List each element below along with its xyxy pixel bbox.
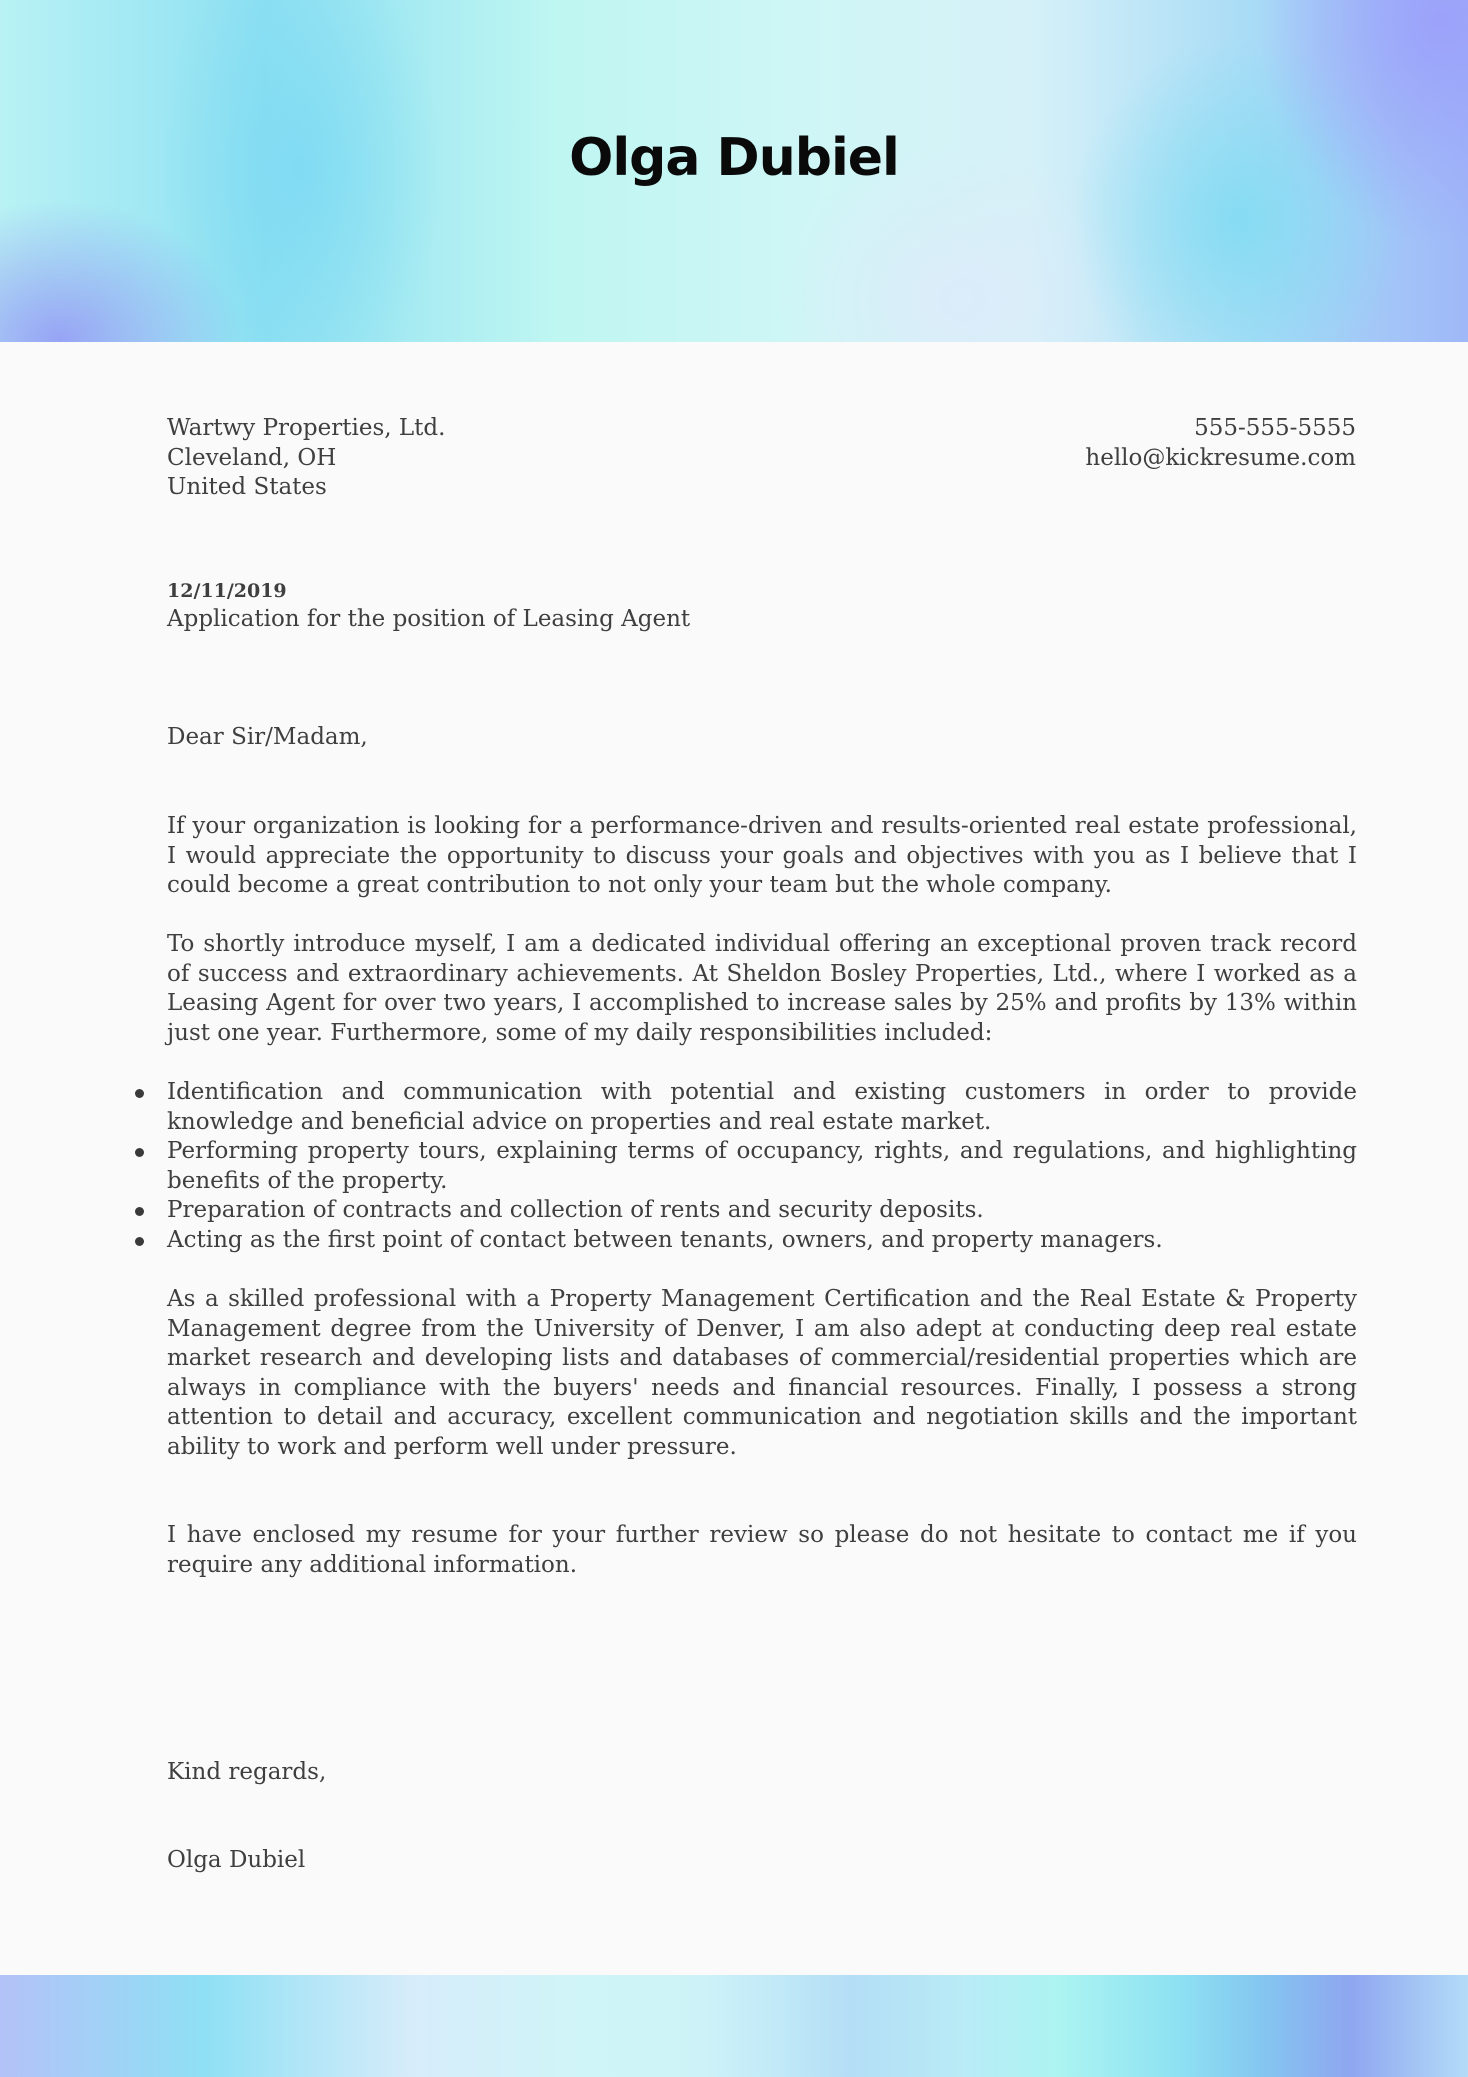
paragraph-qualifications: As a skilled professional with a Property Management Certification and the Real Estate & Property Management degree from the University of Denver, I am also adept at conducting deep real estate market research and developing lists and databases of commercial/residential properties which are always in compliance with the buyers' needs and financial resources. Finally, I possess a strong attention to detail and accuracy, excellent communication and negotiation skills and the important ability to work and perform well under pressure. [167,1286,1357,1460]
list-item [167,1078,1357,1137]
bullet-icon [135,1237,144,1246]
paragraph-experience: To shortly introduce myself, I am a dedicated individual offering an exceptional proven track record of success and extraordinary achievements. At Sheldon Bosley Properties, Ltd., where I worked as a Leasing Agent for over two years, I accomplished to increase sales by 25% and profits by 13% within just one year. Furthermore, some of my daily responsibilities included: [167,931,1357,1046]
list-item-text: Performing property tours, explaining terms of occupancy, rights, and regulations, and highlighting benefits of the property. [167,1138,1357,1194]
bullet-icon [135,1089,144,1098]
list-item [167,1196,1357,1226]
header-gradient-banner [0,0,1468,342]
recipient-address-block [167,414,445,503]
letter-greeting: Dear Sir/Madam, [167,724,368,750]
letter-date: 12/11/2019 [167,580,287,602]
bullet-icon [135,1207,144,1216]
paragraph-call-to-action: I have enclosed my resume for your further review so please do not hesitate to contact me if you require any additional information. [167,1522,1357,1578]
paragraph-introduction: If your organization is looking for a performance-driven and results-oriented real estate professional, I would appreciate the opportunity to discuss your goals and objectives with you as I believe that I could become a great contribution to not only your team but the whole company. [167,813,1357,898]
letter-subject: Application for the position of Leasing Agent [167,606,691,632]
bullet-icon [135,1148,144,1157]
list-item-text: Preparation of contracts and collection of rents and security deposits. [167,1197,984,1223]
recipient-city: Cleveland, OH [167,444,337,471]
sender-contact-block [1085,414,1356,473]
letter-signature: Olga Dubiel [167,1847,306,1873]
applicant-name-heading: Olga Dubiel [569,128,899,188]
sender-email: hello@kickresume.com [1085,444,1356,471]
letter-closing: Kind regards, [167,1759,327,1785]
list-item-text: Identification and communication with potential and existing customers in order to provide knowledge and beneficial advice on properties and real estate market. [167,1079,1357,1135]
responsibilities-list [167,1078,1357,1255]
sender-phone: 555-555-5555 [1194,415,1356,441]
list-item [167,1137,1357,1196]
recipient-country: United States [167,474,327,500]
recipient-company: Wartwy Properties, Ltd. [167,415,446,441]
list-item-text: Acting as the first point of contact between tenants, owners, and property managers. [167,1226,1163,1253]
list-item [167,1226,1357,1256]
footer-gradient-banner [0,1975,1468,2077]
